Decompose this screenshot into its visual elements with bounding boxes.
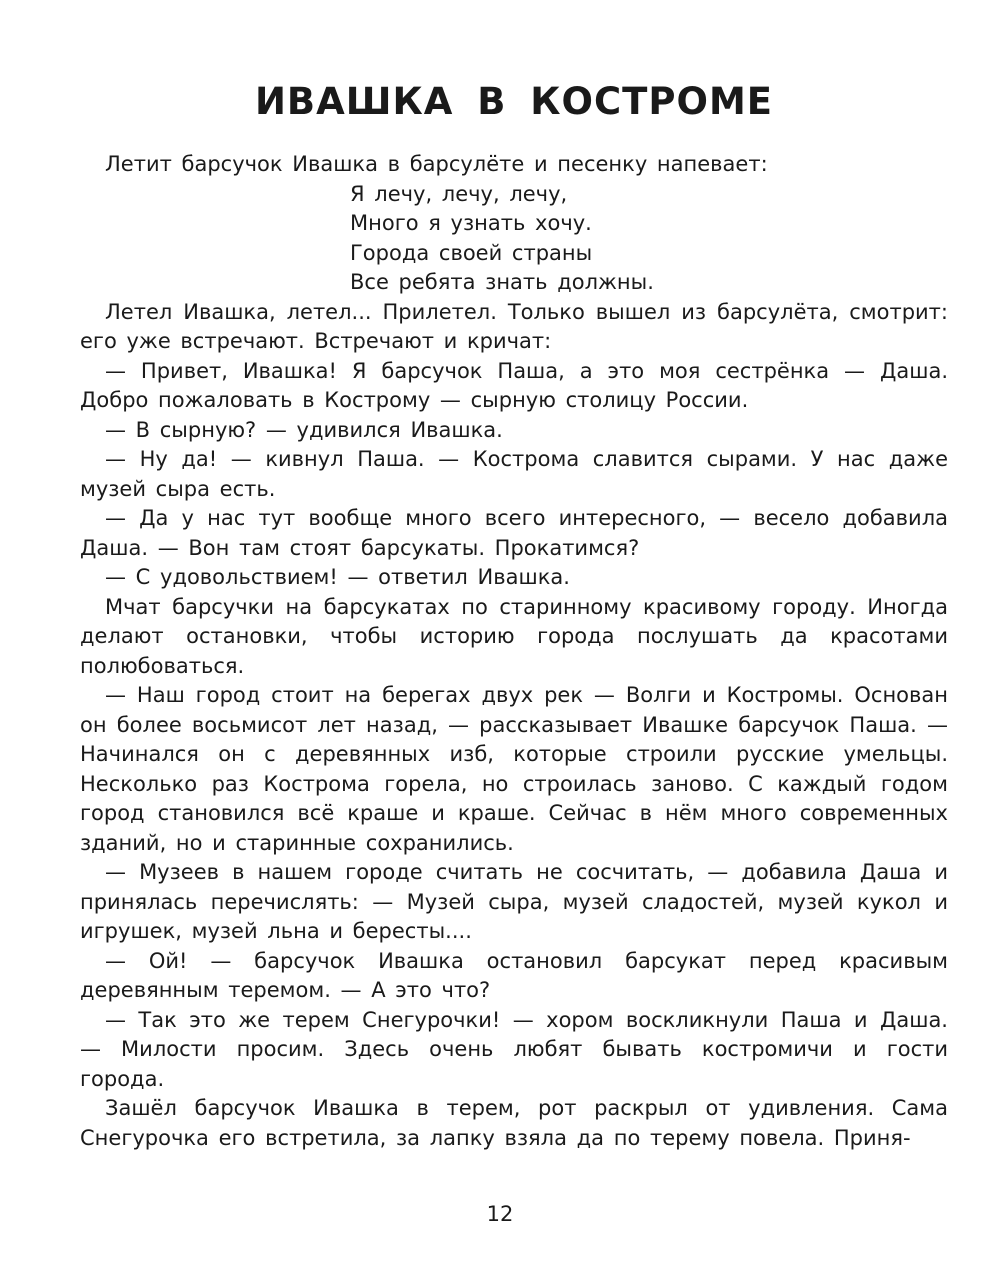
page-body [80,80,948,1153]
paragraph: — Так это же терем Снегурочки! — хором воскликнули Паша и Даша. — Милости просим. Здесь очень любят бывать костромичи и гости города. [80,1007,948,1091]
paragraph: — Музеев в нашем городе считать не сосчитать, — добавила Даша и принялась перечислять: — Музей сыра, музей сладостей, музей кукол и игрушек, музей льна и бересты.... [80,860,948,943]
poem-line: Много я узнать хочу. [350,211,592,235]
paragraph: — С удовольствием! — ответил Ивашка. [105,565,570,589]
paragraph: — Ну да! — кивнул Паша. — Кострома славится сырами. У нас даже музей сыра есть. [80,447,948,501]
paragraph: — В сырную? — удивился Ивашка. [105,417,503,442]
poem-line: Все ребята знать должны. [350,270,654,294]
paragraph: — Да у нас тут вообще много всего интересного, — весело добавила Даша. — Вон там стоят барсукаты. Прокатимся? [80,506,948,560]
intro-paragraph: Летит барсучок Ивашка в барсулёте и песенку напевает: [105,152,768,176]
page-title: ИВАШКА В КОСТРОМЕ [254,80,774,123]
paragraph: — Привет, Ивашка! Я барсучок Паша, а это моя сестрёнка — Даша. Добро пожаловать в Кострому — сырную столицу России. [80,358,948,412]
paragraph: Зашёл барсучок Ивашка в терем, рот раскрыл от удивления. Сама Снегурочка его встретила, за лапку взяла да по терему повела. Приня- [80,1096,948,1150]
paragraph: — Наш город стоит на берегах двух рек — Волги и Костромы. Основан он более восьмисот лет назад, — рассказывает Ивашке барсучок Паша. — Начинался он с деревянных изб, которые строили русские умельцы. Несколько раз Кострома горела, но строилась заново. С каждый годом город становился всё краше и краше. Сейчас в нём много современных зданий, но и старинные сохранились. [80,683,948,855]
paragraph: — Ой! — барсучок Ивашка остановил барсукат перед красивым деревянным теремом. — А это что? [80,948,948,1002]
poem-line: Города своей страны [350,240,593,265]
paragraph: Мчат барсучки на барсукатах по старинному красивому городу. Иногда делают остановки, чтобы историю города послушать да красотами полюбоваться. [80,594,948,678]
page-number: 12 [486,1202,514,1226]
poem [350,180,948,298]
paragraph: Летел Ивашка, летел... Прилетел. Только вышел из барсулёта, смотрит: его уже встречают. Встречают и кричат: [80,299,948,353]
poem-line: Я лечу, лечу, лечу, [350,181,568,206]
